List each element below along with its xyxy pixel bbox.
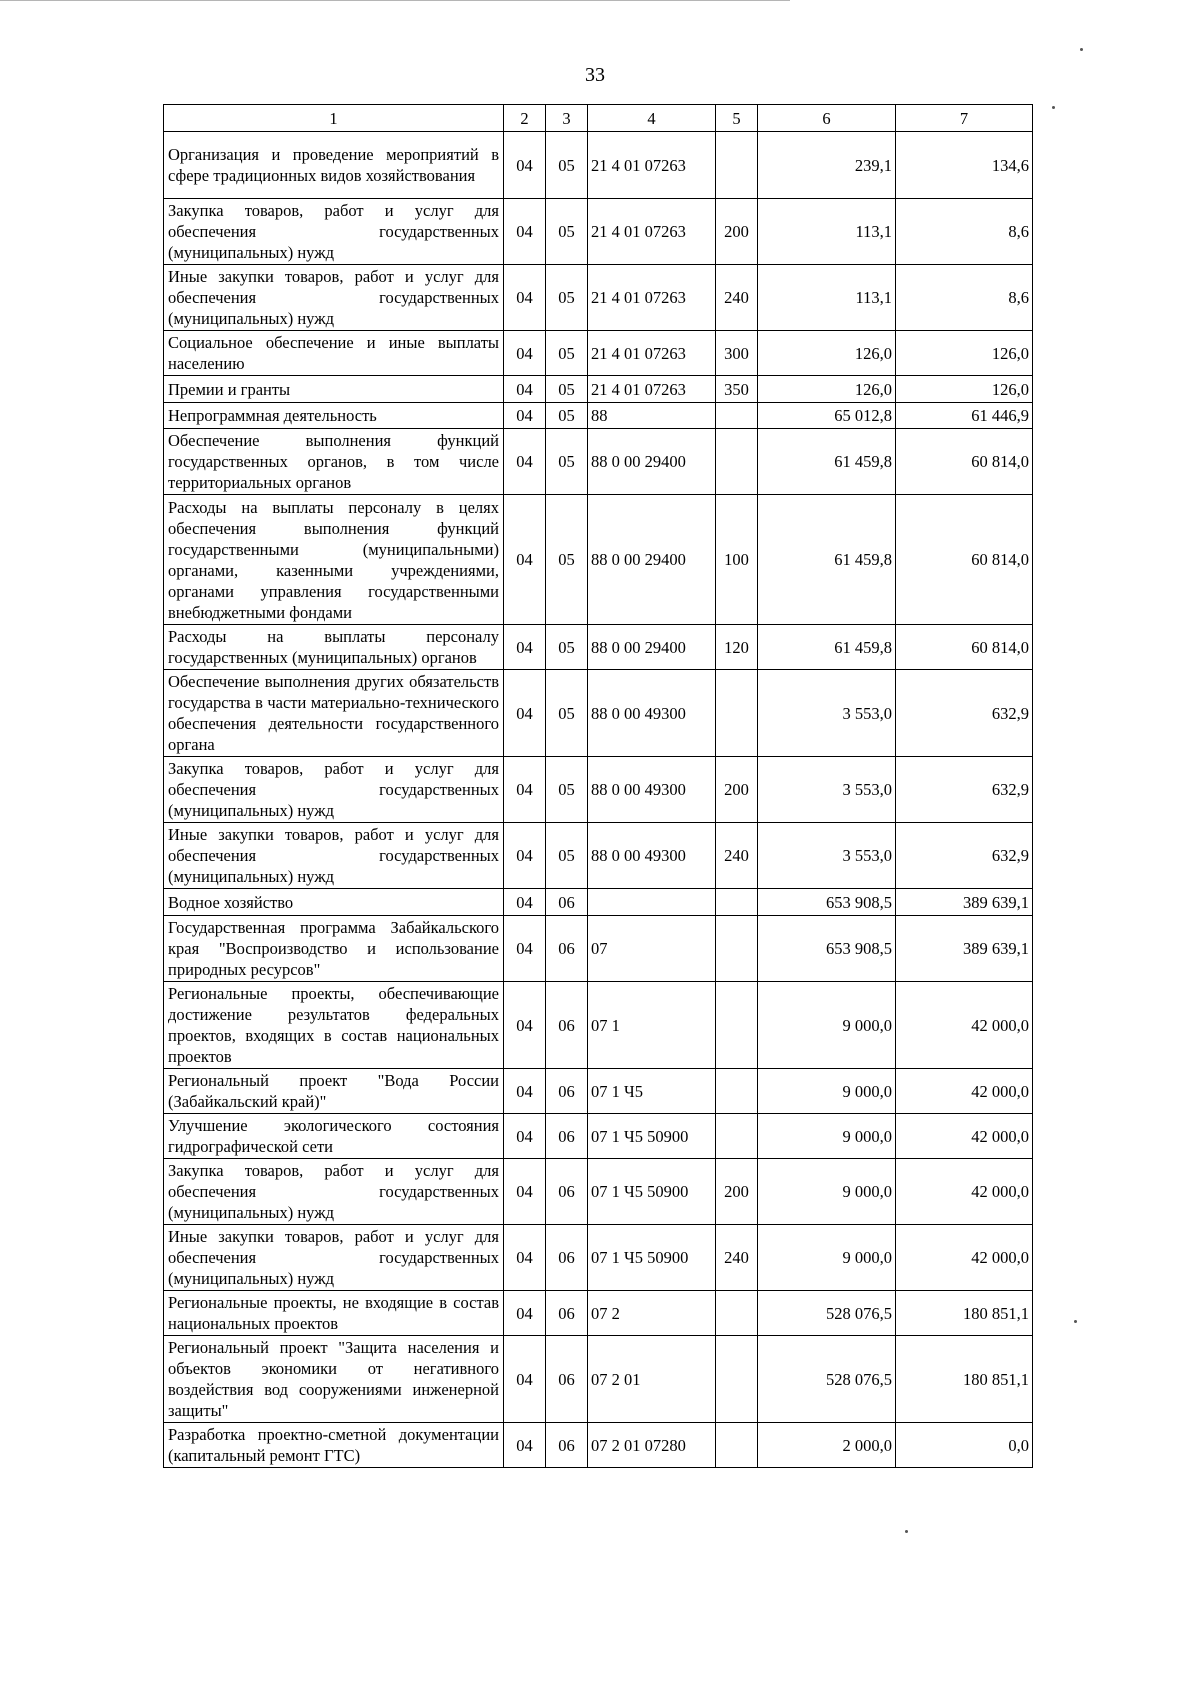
row-expense-type-cell	[716, 670, 758, 757]
row-subsection-cell: 05	[546, 670, 588, 757]
row-amount-1-cell: 9 000,0	[758, 1225, 896, 1291]
header-cell: 3	[546, 105, 588, 132]
row-name-cell: Расходы на выплаты персоналу в целях обеспечения выполнения функций государственными (муниципальными) органами, казенными учреждениями, органами управления государственными внебюджетными фондами	[164, 495, 504, 625]
row-target-article-cell: 07 1 Ч5 50900	[588, 1225, 716, 1291]
row-amount-2-cell: 126,0	[896, 376, 1033, 403]
row-subsection-cell: 05	[546, 376, 588, 403]
table-row	[164, 429, 1033, 495]
row-expense-type-cell: 240	[716, 823, 758, 889]
row-subsection-cell: 05	[546, 823, 588, 889]
row-expense-type-cell: 240	[716, 265, 758, 331]
row-amount-1-cell: 653 908,5	[758, 889, 896, 916]
row-name-cell: Региональный проект "Вода России (Забайкальский край)"	[164, 1069, 504, 1114]
row-section-cell: 04	[504, 403, 546, 429]
row-section-cell: 04	[504, 1291, 546, 1336]
row-name-cell: Региональные проекты, не входящие в состав национальных проектов	[164, 1291, 504, 1336]
table-row	[164, 625, 1033, 670]
row-section-cell: 04	[504, 1159, 546, 1225]
table-row	[164, 823, 1033, 889]
table-row	[164, 265, 1033, 331]
row-amount-2-cell: 389 639,1	[896, 889, 1033, 916]
row-amount-2-cell: 180 851,1	[896, 1336, 1033, 1423]
table-row	[164, 1159, 1033, 1225]
row-section-cell: 04	[504, 495, 546, 625]
table-row	[164, 403, 1033, 429]
scan-edge-line	[0, 0, 790, 1]
row-expense-type-cell: 200	[716, 1159, 758, 1225]
row-name-cell: Непрограммная деятельность	[164, 403, 504, 429]
row-section-cell: 04	[504, 823, 546, 889]
row-amount-2-cell: 8,6	[896, 265, 1033, 331]
table-row	[164, 1225, 1033, 1291]
row-expense-type-cell	[716, 982, 758, 1069]
row-expense-type-cell: 100	[716, 495, 758, 625]
table-row	[164, 1291, 1033, 1336]
table-row	[164, 889, 1033, 916]
row-subsection-cell: 05	[546, 265, 588, 331]
row-section-cell: 04	[504, 916, 546, 982]
row-amount-1-cell: 239,1	[758, 132, 896, 199]
row-amount-1-cell: 113,1	[758, 199, 896, 265]
row-section-cell: 04	[504, 889, 546, 916]
row-subsection-cell: 06	[546, 1069, 588, 1114]
row-expense-type-cell	[716, 1114, 758, 1159]
row-section-cell: 04	[504, 376, 546, 403]
row-target-article-cell: 07 2 01	[588, 1336, 716, 1423]
row-amount-2-cell: 389 639,1	[896, 916, 1033, 982]
row-subsection-cell: 05	[546, 331, 588, 376]
row-target-article-cell: 88 0 00 49300	[588, 823, 716, 889]
row-expense-type-cell	[716, 916, 758, 982]
header-cell: 5	[716, 105, 758, 132]
row-amount-2-cell: 180 851,1	[896, 1291, 1033, 1336]
row-amount-1-cell: 61 459,8	[758, 625, 896, 670]
row-section-cell: 04	[504, 1069, 546, 1114]
row-subsection-cell: 06	[546, 1423, 588, 1468]
row-name-cell: Иные закупки товаров, работ и услуг для обеспечения государственных (муниципальных) нужд	[164, 265, 504, 331]
row-target-article-cell: 88	[588, 403, 716, 429]
table-row	[164, 376, 1033, 403]
row-target-article-cell: 21 4 01 07263	[588, 331, 716, 376]
row-expense-type-cell	[716, 889, 758, 916]
row-amount-2-cell: 60 814,0	[896, 495, 1033, 625]
row-amount-2-cell: 42 000,0	[896, 982, 1033, 1069]
scan-speck	[1052, 106, 1055, 109]
row-subsection-cell: 05	[546, 757, 588, 823]
row-target-article-cell: 21 4 01 07263	[588, 265, 716, 331]
row-amount-2-cell: 632,9	[896, 670, 1033, 757]
table-row	[164, 1336, 1033, 1423]
row-section-cell: 04	[504, 757, 546, 823]
row-subsection-cell: 06	[546, 1336, 588, 1423]
row-name-cell: Закупка товаров, работ и услуг для обеспечения государственных (муниципальных) нужд	[164, 757, 504, 823]
row-subsection-cell: 05	[546, 132, 588, 199]
row-subsection-cell: 06	[546, 982, 588, 1069]
row-target-article-cell: 21 4 01 07263	[588, 132, 716, 199]
row-name-cell: Социальное обеспечение и иные выплаты населению	[164, 331, 504, 376]
row-expense-type-cell: 120	[716, 625, 758, 670]
row-target-article-cell: 07	[588, 916, 716, 982]
row-name-cell: Расходы на выплаты персоналу государственных (муниципальных) органов	[164, 625, 504, 670]
page-number: 33	[585, 64, 605, 86]
header-cell: 6	[758, 105, 896, 132]
row-amount-1-cell: 3 553,0	[758, 757, 896, 823]
row-name-cell: Региональные проекты, обеспечивающие достижение результатов федеральных проектов, входящих в состав национальных проектов	[164, 982, 504, 1069]
row-amount-1-cell: 126,0	[758, 376, 896, 403]
row-name-cell: Разработка проектно-сметной документации (капитальный ремонт ГТС)	[164, 1423, 504, 1468]
row-expense-type-cell	[716, 1069, 758, 1114]
row-name-cell: Региональный проект "Защита населения и объектов экономики от негативного воздействия вод сооружениями инженерной защиты"	[164, 1336, 504, 1423]
row-amount-1-cell: 9 000,0	[758, 1069, 896, 1114]
row-target-article-cell: 07 1	[588, 982, 716, 1069]
row-target-article-cell: 07 2	[588, 1291, 716, 1336]
row-name-cell: Закупка товаров, работ и услуг для обеспечения государственных (муниципальных) нужд	[164, 199, 504, 265]
row-amount-2-cell: 0,0	[896, 1423, 1033, 1468]
row-section-cell: 04	[504, 1114, 546, 1159]
row-target-article-cell: 07 1 Ч5 50900	[588, 1159, 716, 1225]
row-section-cell: 04	[504, 670, 546, 757]
row-subsection-cell: 06	[546, 889, 588, 916]
row-name-cell: Организация и проведение мероприятий в сфере традиционных видов хозяйствования	[164, 132, 504, 199]
row-amount-1-cell: 3 553,0	[758, 670, 896, 757]
row-subsection-cell: 05	[546, 495, 588, 625]
row-target-article-cell: 07 1 Ч5	[588, 1069, 716, 1114]
row-section-cell: 04	[504, 625, 546, 670]
row-expense-type-cell	[716, 429, 758, 495]
row-section-cell: 04	[504, 331, 546, 376]
row-section-cell: 04	[504, 199, 546, 265]
row-subsection-cell: 06	[546, 1291, 588, 1336]
row-amount-2-cell: 42 000,0	[896, 1225, 1033, 1291]
row-name-cell: Государственная программа Забайкальского края "Воспроизводство и использование природных ресурсов"	[164, 916, 504, 982]
table-row	[164, 670, 1033, 757]
row-target-article-cell: 88 0 00 49300	[588, 757, 716, 823]
row-target-article-cell: 88 0 00 49300	[588, 670, 716, 757]
row-subsection-cell: 05	[546, 403, 588, 429]
row-subsection-cell: 06	[546, 1159, 588, 1225]
row-amount-1-cell: 113,1	[758, 265, 896, 331]
row-amount-1-cell: 528 076,5	[758, 1291, 896, 1336]
table-row	[164, 982, 1033, 1069]
row-expense-type-cell	[716, 132, 758, 199]
scan-speck	[905, 1530, 908, 1533]
row-amount-1-cell: 61 459,8	[758, 495, 896, 625]
table-row	[164, 199, 1033, 265]
row-expense-type-cell: 240	[716, 1225, 758, 1291]
row-target-article-cell: 21 4 01 07263	[588, 199, 716, 265]
table-row	[164, 331, 1033, 376]
row-amount-2-cell: 42 000,0	[896, 1159, 1033, 1225]
row-expense-type-cell: 350	[716, 376, 758, 403]
table-row	[164, 1423, 1033, 1468]
scan-speck	[1080, 48, 1083, 51]
row-section-cell: 04	[504, 1336, 546, 1423]
row-amount-1-cell: 528 076,5	[758, 1336, 896, 1423]
row-expense-type-cell	[716, 1291, 758, 1336]
table-row	[164, 132, 1033, 199]
row-name-cell: Премии и гранты	[164, 376, 504, 403]
row-target-article-cell	[588, 889, 716, 916]
header-cell: 1	[164, 105, 504, 132]
table-row	[164, 1069, 1033, 1114]
row-amount-1-cell: 2 000,0	[758, 1423, 896, 1468]
row-section-cell: 04	[504, 1225, 546, 1291]
table-row	[164, 1114, 1033, 1159]
header-cell: 4	[588, 105, 716, 132]
row-amount-2-cell: 126,0	[896, 331, 1033, 376]
row-subsection-cell: 06	[546, 1225, 588, 1291]
table-header-row	[164, 105, 1033, 132]
row-expense-type-cell	[716, 1423, 758, 1468]
row-target-article-cell: 21 4 01 07263	[588, 376, 716, 403]
row-target-article-cell: 07 2 01 07280	[588, 1423, 716, 1468]
row-amount-2-cell: 60 814,0	[896, 625, 1033, 670]
row-name-cell: Водное хозяйство	[164, 889, 504, 916]
row-amount-2-cell: 42 000,0	[896, 1069, 1033, 1114]
row-amount-1-cell: 126,0	[758, 331, 896, 376]
row-expense-type-cell	[716, 1336, 758, 1423]
row-name-cell: Обеспечение выполнения других обязательств государства в части материально-технического обеспечения деятельности государственного органа	[164, 670, 504, 757]
row-section-cell: 04	[504, 1423, 546, 1468]
row-subsection-cell: 06	[546, 1114, 588, 1159]
row-name-cell: Иные закупки товаров, работ и услуг для обеспечения государственных (муниципальных) нужд	[164, 1225, 504, 1291]
row-name-cell: Обеспечение выполнения функций государственных органов, в том числе территориальных органов	[164, 429, 504, 495]
table-body	[164, 105, 1033, 1468]
row-subsection-cell: 05	[546, 429, 588, 495]
row-target-article-cell: 88 0 00 29400	[588, 429, 716, 495]
row-expense-type-cell: 300	[716, 331, 758, 376]
row-amount-1-cell: 653 908,5	[758, 916, 896, 982]
row-amount-1-cell: 3 553,0	[758, 823, 896, 889]
header-cell: 7	[896, 105, 1033, 132]
row-amount-1-cell: 9 000,0	[758, 1159, 896, 1225]
row-name-cell: Закупка товаров, работ и услуг для обеспечения государственных (муниципальных) нужд	[164, 1159, 504, 1225]
scan-speck	[1074, 1320, 1077, 1323]
row-name-cell: Иные закупки товаров, работ и услуг для обеспечения государственных (муниципальных) нужд	[164, 823, 504, 889]
row-amount-2-cell: 8,6	[896, 199, 1033, 265]
row-name-cell: Улучшение экологического состояния гидрографической сети	[164, 1114, 504, 1159]
row-amount-1-cell: 9 000,0	[758, 1114, 896, 1159]
row-expense-type-cell: 200	[716, 757, 758, 823]
row-target-article-cell: 88 0 00 29400	[588, 625, 716, 670]
row-target-article-cell: 88 0 00 29400	[588, 495, 716, 625]
row-section-cell: 04	[504, 982, 546, 1069]
row-subsection-cell: 06	[546, 916, 588, 982]
row-expense-type-cell	[716, 403, 758, 429]
row-subsection-cell: 05	[546, 625, 588, 670]
row-section-cell: 04	[504, 265, 546, 331]
row-amount-2-cell: 134,6	[896, 132, 1033, 199]
row-target-article-cell: 07 1 Ч5 50900	[588, 1114, 716, 1159]
row-amount-2-cell: 42 000,0	[896, 1114, 1033, 1159]
row-section-cell: 04	[504, 429, 546, 495]
budget-table	[163, 104, 1033, 1468]
row-subsection-cell: 05	[546, 199, 588, 265]
row-amount-1-cell: 9 000,0	[758, 982, 896, 1069]
table-row	[164, 495, 1033, 625]
table-row	[164, 916, 1033, 982]
row-expense-type-cell: 200	[716, 199, 758, 265]
row-amount-2-cell: 632,9	[896, 757, 1033, 823]
header-cell: 2	[504, 105, 546, 132]
row-amount-2-cell: 61 446,9	[896, 403, 1033, 429]
row-amount-1-cell: 65 012,8	[758, 403, 896, 429]
row-amount-2-cell: 632,9	[896, 823, 1033, 889]
row-amount-1-cell: 61 459,8	[758, 429, 896, 495]
row-section-cell: 04	[504, 132, 546, 199]
table-row	[164, 757, 1033, 823]
row-amount-2-cell: 60 814,0	[896, 429, 1033, 495]
